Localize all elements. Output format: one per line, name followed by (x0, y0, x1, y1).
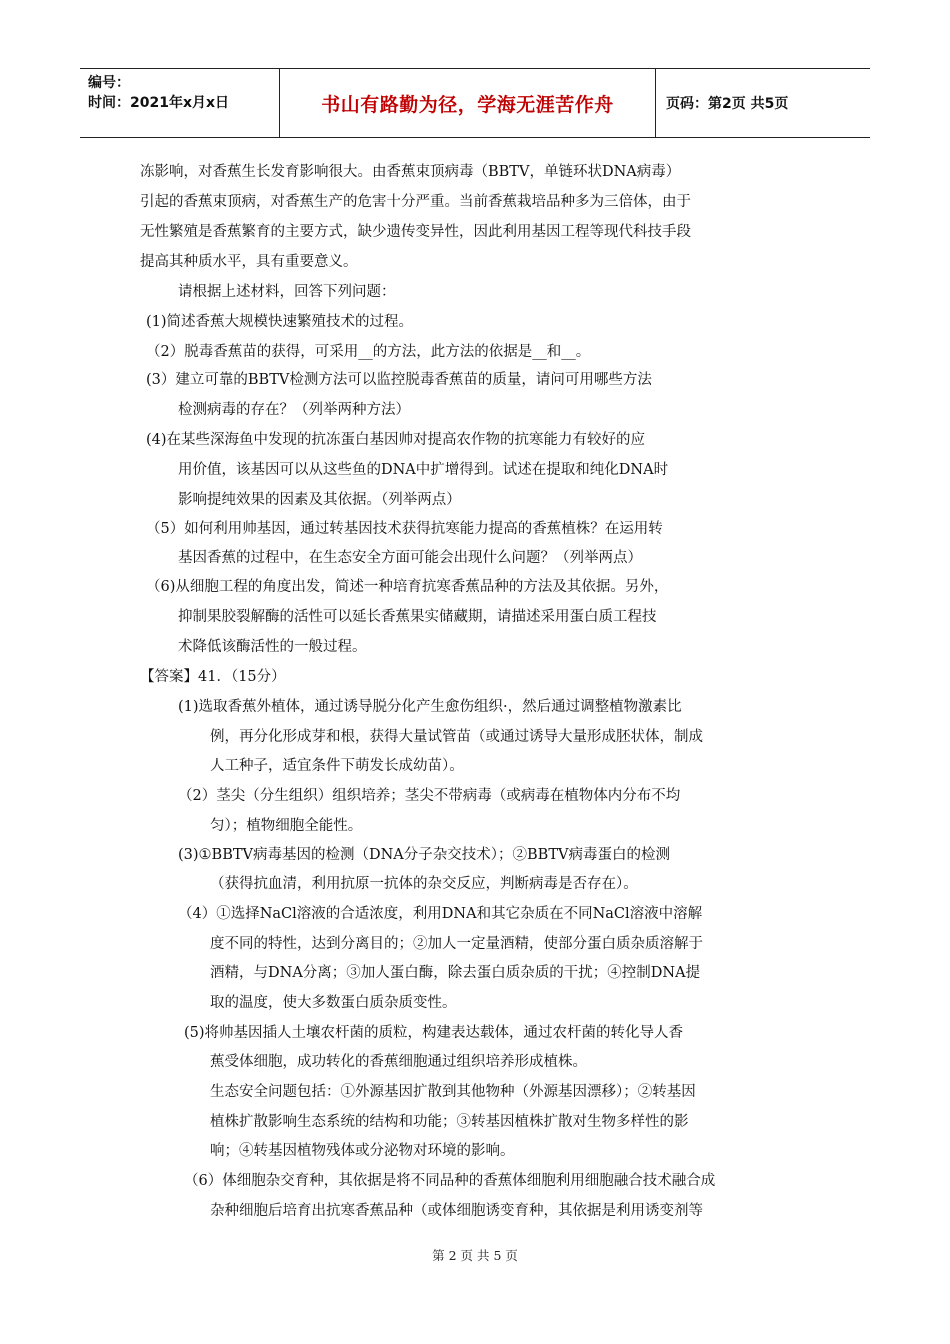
body-line: 蕉受体细胞，成功转化的香蕉细胞通过组织培养形成植株。 (210, 1054, 587, 1070)
question-6: （6)从细胞工程的角度出发，简述一种培育抗寒香蕉品种的方法及其依据。另外， (146, 579, 669, 595)
body-line: 杂种细胞后培育出抗寒香蕉品种（或体细胞诱变育种，其依据是利用诱变剂等 (210, 1203, 703, 1219)
body-line: （获得抗血清，利用抗原一抗体的杂交反应，判断病毒是否存在）。 (210, 876, 638, 892)
question-1: (1)简述香蕉大规模快速繁殖技术的过程。 (146, 314, 414, 330)
code-label: 编号： (88, 75, 130, 91)
answer-6: （6）体细胞杂交育种，其依据是将不同品种的香蕉体细胞利用细胞融合技术融合成 (184, 1173, 716, 1189)
body-line: 例，再分化形成芽和根，获得大量试管苗（或通过诱导大量形成胚状体，制成 (210, 729, 703, 745)
body-line: 响；④转基因植物残体或分泌物对环境的影响。 (210, 1143, 515, 1159)
body-line: 检测病毒的存在？（列举两种方法） (178, 402, 410, 418)
body-line: 冻影响，对香蕉生长发育影响很大。由香蕉束顶病毒（BBTV，单链环状DNA病毒） (140, 164, 681, 180)
answer-heading: 【答案】41．（15分） (140, 669, 286, 685)
body-line: 请根据上述材料，回答下列问题： (178, 284, 396, 300)
answer-4: （4）①选择NaCl溶液的合适浓度，利用DNA和其它杂质在不同NaCl溶液中溶解 (178, 906, 703, 922)
body-line: 人工种子，适宜条件下萌发长成幼苗）。 (210, 758, 464, 774)
answer-5: (5)将帅基因插人土壤农杆菌的质粒，构建表达载体，通过农杆菌的转化导人香 (184, 1025, 684, 1041)
body-line: 用价值，该基因可以从这些鱼的DNA中扩增得到。试述在提取和纯化DNA时 (178, 462, 669, 478)
question-2: （2）脱毒香蕉苗的获得，可采用__的方法，此方法的依据是__和__。 (146, 344, 591, 360)
body-line: 生态安全问题包括：①外源基因扩散到其他物种（外源基因漂移）；②转基因 (210, 1084, 696, 1100)
answer-1: (1)选取香蕉外植体，通过诱导脱分化产生愈伤组织·，然后通过调整植物激素比 (178, 699, 682, 715)
body-line: 术降低该酶活性的一般过程。 (178, 639, 367, 655)
header-meta (80, 69, 280, 137)
time-label: 时间：2021年x月x日 (88, 95, 230, 111)
body-line: 影响提纯效果的因素及其依据。（列举两点） (178, 492, 461, 508)
header-motto: 书山有路勤为径，学海无涯苦作舟 (280, 69, 656, 137)
body-line: 匀）；植物细胞全能性。 (210, 818, 363, 834)
body-line: 取的温度，使大多数蛋白质杂质变性。 (210, 995, 457, 1011)
document-header (80, 68, 870, 138)
question-5: （5）如何利用帅基因，通过转基因技术获得抗寒能力提高的香蕉植株？在运用转 (146, 521, 663, 537)
body-line: 抑制果胶裂解酶的活性可以延长香蕉果实储藏期，请描述采用蛋白质工程技 (178, 609, 657, 625)
answer-3: (3)①BBTV病毒基因的检测（DNA分子杂交技术）；②BBTV病毒蛋白的检测 (178, 847, 670, 863)
header-page-label: 页码：第2页 共5页 (666, 96, 789, 112)
body-line: 引起的香蕉束顶病，对香蕉生产的危害十分严重。当前香蕉栽培品种多为三倍体，由于 (140, 194, 691, 210)
body-line: 酒精，与DNA分离；③加人蛋白酶，除去蛋白质杂质的干扰；④控制DNA提 (210, 965, 701, 981)
body-line: 度不同的特性，达到分离目的；②加人一定量酒精，使部分蛋白质杂质溶解于 (210, 936, 703, 952)
page-footer: 第 2 页 共 5 页 (432, 1248, 518, 1263)
question-4: (4)在某些深海鱼中发现的抗冻蛋白基因帅对提高农作物的抗寒能力有较好的应 (146, 432, 646, 448)
body-line: 提高其种质水平，具有重要意义。 (140, 254, 358, 270)
answer-2: （2）茎尖（分生组织）组织培养；茎尖不带病毒（或病毒在植物体内分布不均 (178, 788, 681, 804)
body-line: 植株扩散影响生态系统的结构和功能；③转基因植株扩散对生物多样性的影 (210, 1114, 689, 1130)
question-3: (3）建立可靠的BBTV检测方法可以监控脱毒香蕉苗的质量，请问可用哪些方法 (146, 372, 652, 388)
body-line: 无性繁殖是香蕉繁育的主要方式，缺少遗传变异性，因此利用基因工程等现代科技手段 (140, 224, 691, 240)
body-line: 基因香蕉的过程中，在生态安全方面可能会出现什么问题？（列举两点） (178, 550, 642, 566)
